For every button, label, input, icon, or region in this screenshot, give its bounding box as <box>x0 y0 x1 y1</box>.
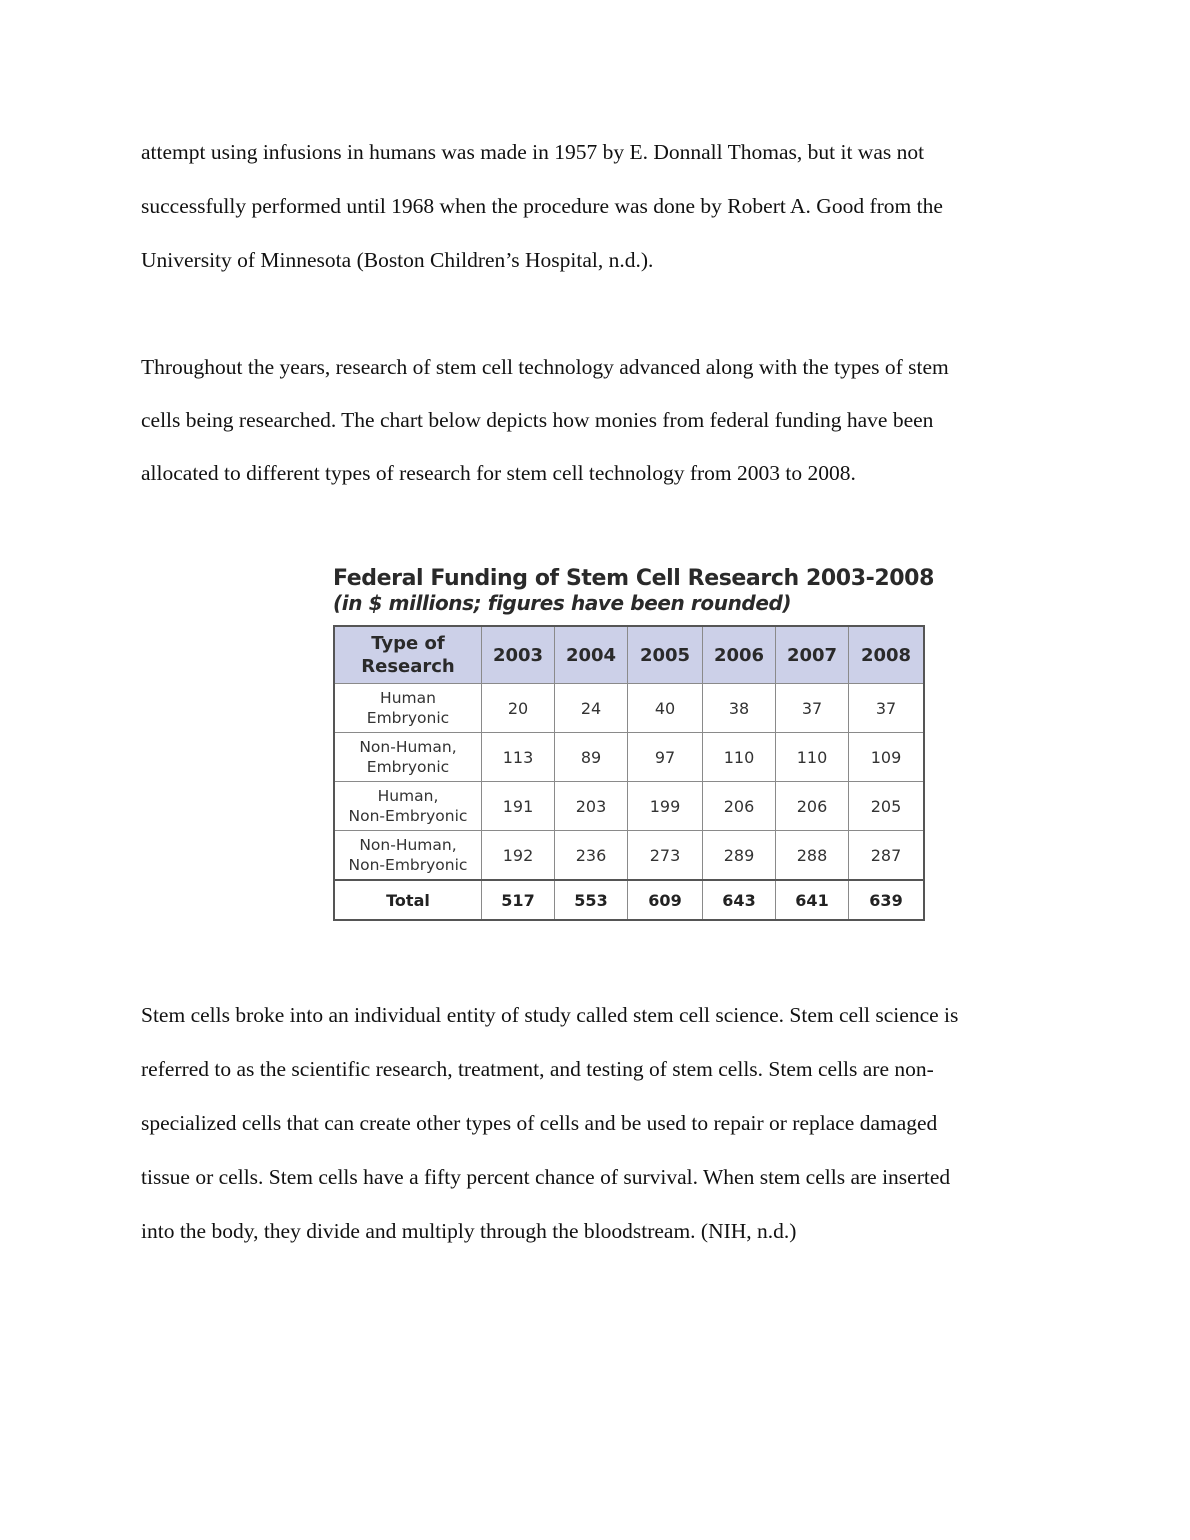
row-label <box>334 782 482 831</box>
row-label-line: Non-Embryonic <box>348 856 468 874</box>
paragraph-line: attempt using infusions in humans was made in 1957 by E. Donnall Thomas, but it was not <box>141 140 925 164</box>
year-header: 2006 <box>703 626 776 684</box>
row-label <box>334 733 482 782</box>
table-row <box>334 684 924 733</box>
total-cell: 517 <box>482 880 555 920</box>
paragraph-line: successfully performed until 1968 when the procedure was done by Robert A. Good from the <box>141 194 943 218</box>
paragraph-line: referred to as the scientific research, treatment, and testing of stem cells. Stem cells are non- <box>141 1057 934 1081</box>
table-cell: 109 <box>849 733 925 782</box>
table-row <box>334 782 924 831</box>
table-cell: 191 <box>482 782 555 831</box>
row-label-line: Non-Embryonic <box>348 807 468 825</box>
table-cell: 199 <box>628 782 703 831</box>
paragraph-line: into the body, they divide and multiply through the bloodstream. (NIH, n.d.) <box>141 1219 797 1243</box>
total-cell: 553 <box>555 880 628 920</box>
figure-title: Federal Funding of Stem Cell Research 2003-2008 <box>333 566 934 591</box>
table-cell: 206 <box>776 782 849 831</box>
header-label-line: Type of <box>371 633 445 654</box>
row-label <box>334 831 482 881</box>
table-cell: 113 <box>482 733 555 782</box>
table-cell: 192 <box>482 831 555 881</box>
row-label-line: Human, <box>377 787 439 805</box>
row-label-line: Non-Human, <box>359 836 457 854</box>
year-header: 2005 <box>628 626 703 684</box>
table-cell: 37 <box>776 684 849 733</box>
year-header: 2007 <box>776 626 849 684</box>
total-cell: 639 <box>849 880 925 920</box>
table-cell: 110 <box>776 733 849 782</box>
table-cell: 289 <box>703 831 776 881</box>
table-cell: 206 <box>703 782 776 831</box>
table-cell: 40 <box>628 684 703 733</box>
table-cell: 37 <box>849 684 925 733</box>
table-cell: 288 <box>776 831 849 881</box>
paragraph-line: University of Minnesota (Boston Children’s Hospital, n.d.). <box>141 248 654 272</box>
row-label <box>334 684 482 733</box>
table-cell: 24 <box>555 684 628 733</box>
table-cell: 203 <box>555 782 628 831</box>
table-cell: 89 <box>555 733 628 782</box>
type-of-research-header <box>334 626 482 684</box>
table-cell: 38 <box>703 684 776 733</box>
table-cell: 97 <box>628 733 703 782</box>
table-cell: 110 <box>703 733 776 782</box>
paragraph-line: tissue or cells. Stem cells have a fifty percent chance of survival. When stem cells are inserted <box>141 1165 951 1189</box>
table-total-row <box>334 880 924 920</box>
row-label-line: Embryonic <box>366 709 450 727</box>
year-header: 2004 <box>555 626 628 684</box>
table-cell: 20 <box>482 684 555 733</box>
year-header: 2003 <box>482 626 555 684</box>
funding-table <box>333 625 925 921</box>
row-label-line: Human <box>380 689 436 707</box>
figure-subtitle: (in $ millions; figures have been rounded) <box>333 591 792 615</box>
paragraph-line: Throughout the years, research of stem cell technology advanced along with the types of stem <box>141 355 949 379</box>
paragraph-line: Stem cells broke into an individual entity of study called stem cell science. Stem cell science is <box>141 1003 959 1027</box>
year-header: 2008 <box>849 626 925 684</box>
table-cell: 205 <box>849 782 925 831</box>
total-cell: 609 <box>628 880 703 920</box>
paragraph-line: allocated to different types of research for stem cell technology from 2003 to 2008. <box>141 461 856 485</box>
header-label-line: Research <box>361 656 455 677</box>
total-label: Total <box>334 880 482 920</box>
paragraph-line: cells being researched. The chart below depicts how monies from federal funding have been <box>141 408 934 432</box>
table-row <box>334 733 924 782</box>
total-cell: 641 <box>776 880 849 920</box>
table-cell: 273 <box>628 831 703 881</box>
table-header-row <box>334 626 924 684</box>
paragraph-line: specialized cells that can create other types of cells and be used to repair or replace damaged <box>141 1111 938 1135</box>
table-row <box>334 831 924 881</box>
row-label-line: Non-Human, <box>359 738 457 756</box>
row-label-line: Embryonic <box>366 758 450 776</box>
table-cell: 287 <box>849 831 925 881</box>
table-cell: 236 <box>555 831 628 881</box>
total-cell: 643 <box>703 880 776 920</box>
